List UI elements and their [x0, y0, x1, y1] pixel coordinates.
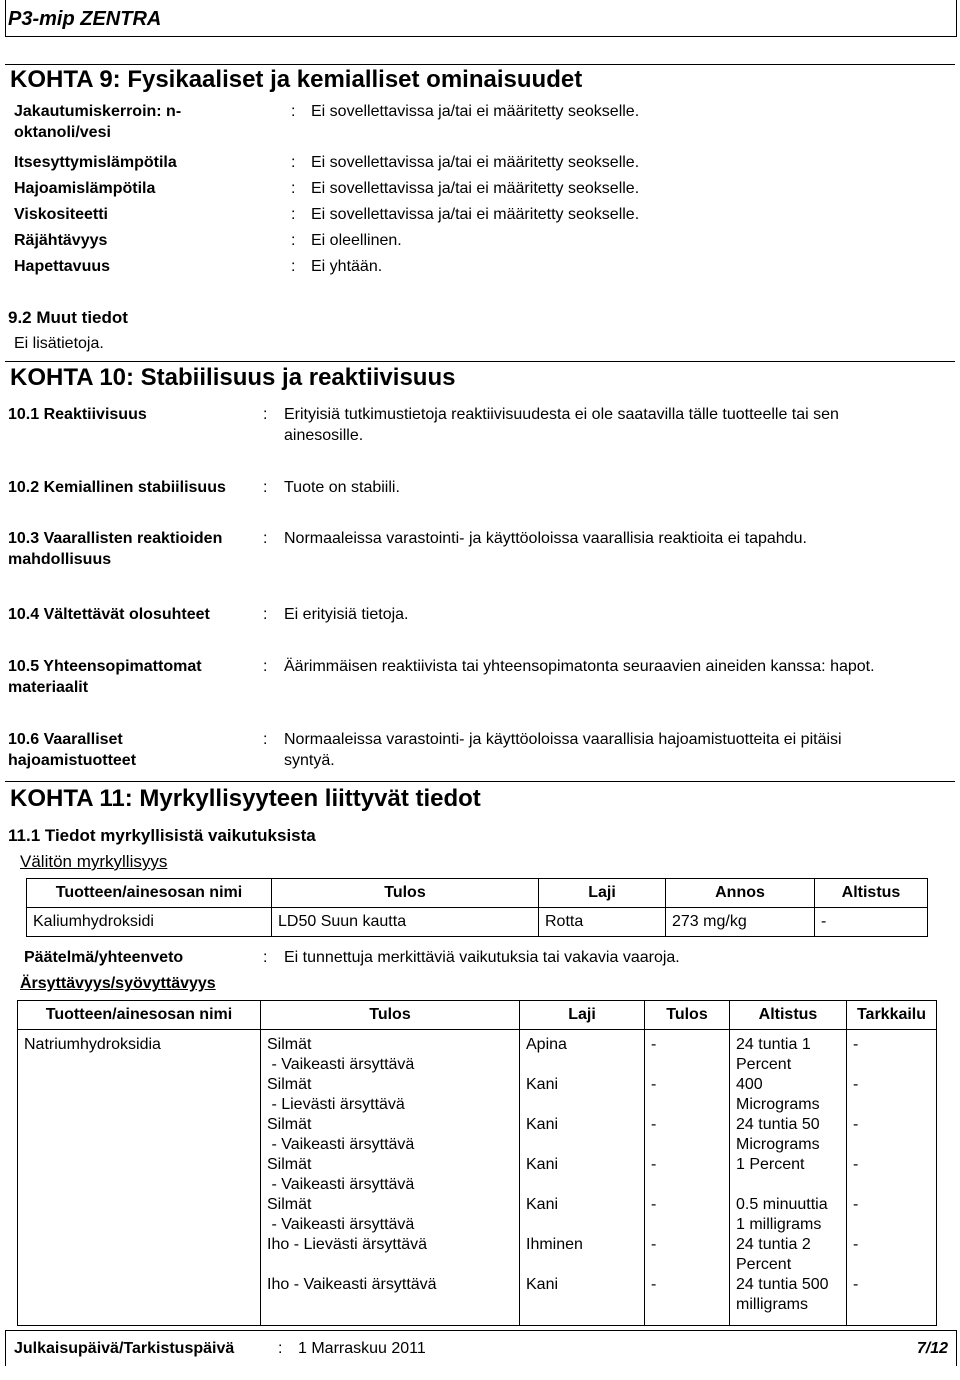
exposure-unit: Micrograms	[736, 1136, 820, 1153]
property-colon: :	[263, 949, 268, 966]
subsection-title: 9.2 Muut tiedot	[8, 308, 128, 327]
column-header: Tuotteen/ainesosan nimi	[27, 879, 272, 908]
property-label-cont: mahdollisuus	[8, 551, 112, 568]
species-entry: Kani	[526, 1076, 559, 1093]
property-colon: :	[291, 258, 296, 275]
exposure-entry	[736, 1115, 840, 1155]
species-entry: Ihminen	[526, 1236, 583, 1253]
section-11-title: KOHTA 11: Myrkyllisyyteen liittyvät tiedot	[10, 785, 481, 812]
property-label: Räjähtävyys	[14, 232, 108, 249]
section-divider	[5, 781, 955, 782]
result-text: Silmät	[267, 1036, 312, 1053]
exposure-cell	[730, 1030, 847, 1326]
irritation-table	[17, 1000, 937, 1326]
exposure-unit: Percent	[736, 1056, 792, 1073]
property-colon: :	[291, 180, 296, 197]
column-header: Tulos	[645, 1001, 730, 1030]
property-colon: :	[263, 406, 268, 423]
property-value: Ei sovellettavissa ja/tai ei määritetty seokselle.	[311, 180, 640, 197]
section-9-title: KOHTA 9: Fysikaaliset ja kemialliset ominaisuudet	[10, 66, 583, 93]
table-cell: -	[815, 908, 928, 937]
score-cell	[645, 1030, 730, 1326]
result-text: Iho - Vaikeasti ärsyttävä	[267, 1276, 437, 1293]
property-label: oktanoli/vesi	[14, 124, 111, 141]
property-value: Normaaleissa varastointi- ja käyttöoloissa vaarallisia reaktioita ei tapahdu.	[284, 530, 807, 547]
observation-cell	[847, 1030, 937, 1326]
table-header-row	[27, 879, 928, 908]
exposure-unit: Micrograms	[736, 1096, 820, 1113]
section-10-title: KOHTA 10: Stabiilisuus ja reaktiivisuus	[10, 364, 456, 391]
section-divider	[5, 361, 955, 362]
property-label-cont: hajoamistuotteet	[8, 752, 137, 769]
result-text: Silmät	[267, 1196, 312, 1213]
result-entry	[267, 1075, 513, 1115]
property-value: Erityisiä tutkimustietoja reaktiivisuudesta ei ole saatavilla tälle tuotteelle tai sen	[284, 406, 839, 423]
species-entry: Kani	[526, 1276, 559, 1293]
table-header-row	[18, 1001, 937, 1030]
species-entry: Kani	[526, 1116, 559, 1133]
result-entry	[267, 1035, 513, 1075]
property-colon: :	[291, 154, 296, 171]
column-header: Tulos	[272, 879, 539, 908]
irritation-title: Ärsyttävyys/syövyttävyys	[20, 975, 216, 992]
column-header: Altistus	[815, 879, 928, 908]
property-colon: :	[263, 606, 268, 623]
property-label: 10.4 Vältettävät olosuhteet	[8, 606, 210, 623]
table-cell: Kaliumhydroksidi	[27, 908, 272, 937]
exposure-entry	[736, 1235, 840, 1275]
result-text: Silmät	[267, 1116, 312, 1133]
table-cell: LD50 Suun kautta	[272, 908, 539, 937]
property-colon: :	[263, 530, 268, 547]
exposure-text: 24 tuntia 50	[736, 1116, 820, 1133]
score-entry: -	[651, 1076, 657, 1093]
conclusion-label: Päätelmä/yhteenveto	[24, 949, 184, 966]
result-detail: - Vaikeasti ärsyttävä	[267, 1216, 415, 1233]
result-entry	[267, 1155, 513, 1195]
species-entry: Apina	[526, 1036, 567, 1053]
property-value: Normaaleissa varastointi- ja käyttöoloissa vaarallisia hajoamistuotteita ei pitäisi	[284, 731, 842, 748]
table-row	[18, 1030, 937, 1326]
species-entry: Kani	[526, 1196, 559, 1213]
score-entry: -	[651, 1036, 657, 1053]
observation-entry: -	[853, 1156, 859, 1173]
property-label: Jakautumiskerroin: n-	[14, 103, 182, 120]
column-header: Altistus	[730, 1001, 847, 1030]
species-entry: Kani	[526, 1156, 559, 1173]
exposure-unit: 1 milligrams	[736, 1216, 822, 1233]
property-colon: :	[263, 731, 268, 748]
subsection-text: Ei lisätietoja.	[14, 335, 104, 352]
property-colon: :	[291, 206, 296, 223]
exposure-entry	[736, 1075, 840, 1115]
property-label: Viskositeetti	[14, 206, 108, 223]
result-entry	[267, 1195, 513, 1235]
observation-entry: -	[853, 1196, 859, 1213]
column-header: Annos	[666, 879, 815, 908]
property-label: Hapettavuus	[14, 258, 111, 275]
score-entry: -	[651, 1156, 657, 1173]
result-detail: - Vaikeasti ärsyttävä	[267, 1136, 415, 1153]
observation-entry: -	[853, 1236, 859, 1253]
exposure-entry	[736, 1155, 840, 1195]
observation-entry: -	[853, 1276, 859, 1293]
observation-entry: -	[853, 1076, 859, 1093]
property-label: 10.6 Vaaralliset	[8, 731, 123, 748]
result-cell	[261, 1030, 520, 1326]
property-value: Ei erityisiä tietoja.	[284, 606, 409, 623]
result-detail: - Vaikeasti ärsyttävä	[267, 1176, 415, 1193]
table-cell: 273 mg/kg	[666, 908, 815, 937]
footer-label: Julkaisupäivä/Tarkistuspäivä	[14, 1340, 235, 1357]
property-label: 10.3 Vaarallisten reaktioiden	[8, 530, 223, 547]
result-detail: - Vaikeasti ärsyttävä	[267, 1056, 415, 1073]
result-text: Iho - Lievästi ärsyttävä	[267, 1236, 428, 1253]
property-label: Hajoamislämpötila	[14, 180, 156, 197]
score-entry: -	[651, 1276, 657, 1293]
property-value: Ei oleellinen.	[311, 232, 402, 249]
result-detail: - Lievästi ärsyttävä	[267, 1096, 405, 1113]
footer-date: 1 Marraskuu 2011	[298, 1340, 426, 1357]
exposure-entry	[736, 1195, 840, 1235]
property-value-cont: syntyä.	[284, 752, 335, 769]
exposure-text: 0.5 minuuttia	[736, 1196, 828, 1213]
column-header: Laji	[539, 879, 666, 908]
property-colon: :	[291, 232, 296, 249]
acute-toxicity-table	[26, 878, 928, 937]
observation-entry: -	[853, 1036, 859, 1053]
species-cell	[520, 1030, 645, 1326]
column-header: Tuotteen/ainesosan nimi	[18, 1001, 261, 1030]
exposure-unit: milligrams	[736, 1296, 808, 1313]
property-value: Ei sovellettavissa ja/tai ei määritetty seokselle.	[311, 154, 640, 171]
table-cell: Rotta	[539, 908, 666, 937]
column-header: Tulos	[261, 1001, 520, 1030]
exposure-text: 400	[736, 1076, 763, 1093]
column-header: Laji	[520, 1001, 645, 1030]
exposure-unit: Percent	[736, 1256, 792, 1273]
table-row	[27, 908, 928, 937]
conclusion-value: Ei tunnettuja merkittäviä vaikutuksia tai vakavia vaaroja.	[284, 949, 680, 966]
exposure-text: 24 tuntia 1	[736, 1036, 811, 1053]
result-entry	[267, 1235, 513, 1275]
result-entry	[267, 1275, 513, 1315]
result-entry	[267, 1115, 513, 1155]
product-name-cell: Natriumhydroksidia	[18, 1030, 261, 1326]
result-text: Silmät	[267, 1076, 312, 1093]
subsection-title: 11.1 Tiedot myrkyllisistä vaikutuksista	[8, 826, 316, 845]
property-value-cont: ainesosille.	[284, 427, 364, 444]
exposure-text: 24 tuntia 500	[736, 1276, 829, 1293]
exposure-text: 24 tuntia 2	[736, 1236, 811, 1253]
score-entry: -	[651, 1236, 657, 1253]
property-label-cont: materiaalit	[8, 679, 89, 696]
document-title: P3-mip ZENTRA	[8, 8, 162, 30]
property-colon: :	[263, 479, 268, 496]
exposure-entry	[736, 1035, 840, 1075]
property-label: 10.2 Kemiallinen stabiilisuus	[8, 479, 226, 496]
property-colon: :	[291, 103, 296, 120]
score-entry: -	[651, 1116, 657, 1133]
property-value: Äärimmäisen reaktiivista tai yhteensopimatonta seuraavien aineiden kanssa: hapot.	[284, 658, 875, 675]
section-divider	[5, 64, 955, 65]
property-colon: :	[278, 1340, 283, 1357]
property-value: Ei sovellettavissa ja/tai ei määritetty seokselle.	[311, 103, 640, 120]
exposure-text: 1 Percent	[736, 1156, 805, 1173]
property-label: 10.5 Yhteensopimattomat	[8, 658, 202, 675]
exposure-entry	[736, 1275, 840, 1315]
property-value: Tuote on stabiili.	[284, 479, 400, 496]
property-colon: :	[263, 658, 268, 675]
property-value: Ei sovellettavissa ja/tai ei määritetty seokselle.	[311, 206, 640, 223]
acute-toxicity-title: Välitön myrkyllisyys	[20, 852, 168, 871]
page-number: 7/12	[916, 1340, 948, 1357]
property-label: 10.1 Reaktiivisuus	[8, 406, 147, 423]
observation-entry: -	[853, 1116, 859, 1133]
score-entry: -	[651, 1196, 657, 1213]
column-header: Tarkkailu	[847, 1001, 937, 1030]
result-text: Silmät	[267, 1156, 312, 1173]
property-value: Ei yhtään.	[311, 258, 383, 275]
property-label: Itsesyttymislämpötila	[14, 154, 177, 171]
